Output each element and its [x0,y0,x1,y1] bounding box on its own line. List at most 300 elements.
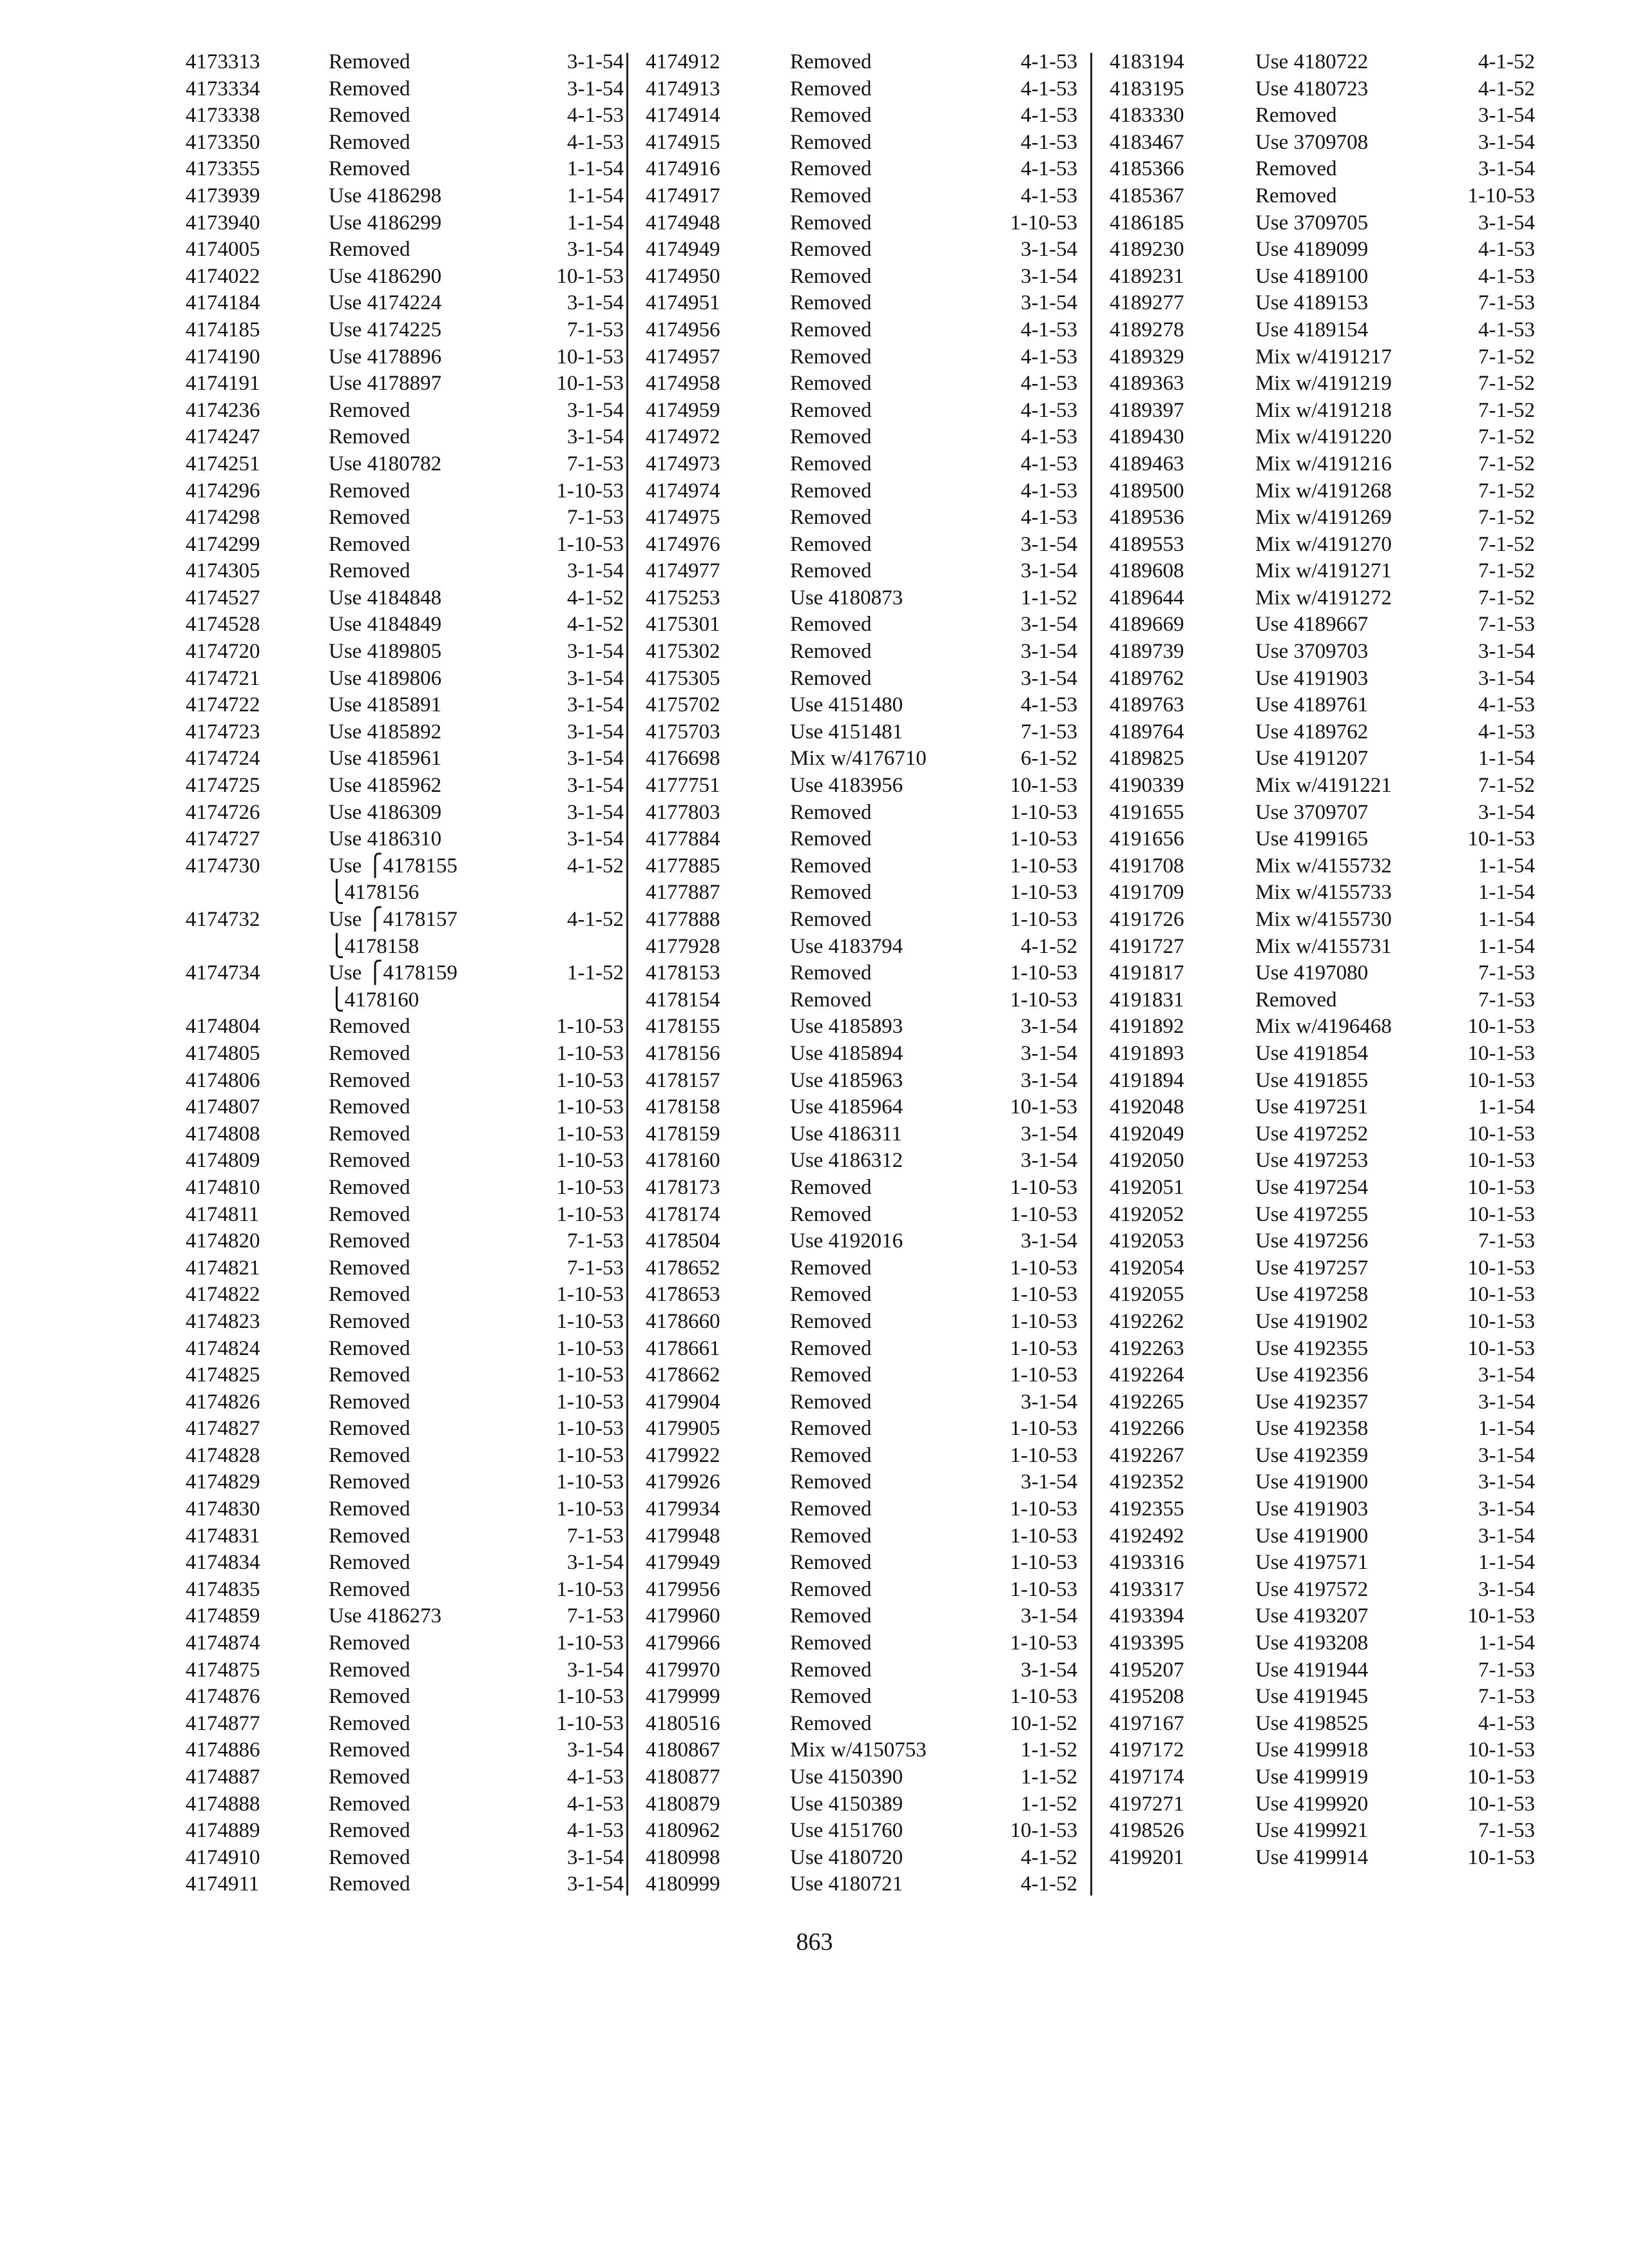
table-row [646,344,1077,371]
disposition: Mix w/4191221 [1255,774,1392,798]
effective-date: 1-1-52 [1021,586,1077,610]
table-row [646,719,1077,746]
disposition: Removed [790,157,872,181]
disposition: Removed [790,345,872,369]
table-row [646,585,1077,612]
part-number: 4174917 [646,184,720,207]
part-number: 4179905 [646,1417,720,1441]
disposition: Mix w/4191219 [1255,372,1392,396]
effective-date: 1-10-53 [1010,211,1077,235]
disposition: Removed [329,1256,410,1280]
disposition: Use 4199920 [1255,1792,1369,1816]
disposition: Mix w/4191218 [1255,398,1392,422]
part-number: 4191892 [1110,1015,1184,1039]
part-number: 4174829 [186,1470,260,1494]
table-row [186,1550,624,1577]
disposition: Use 4192356 [1255,1363,1369,1387]
table-row [1110,1282,1535,1309]
disposition: Removed [329,130,410,154]
part-number: 4174822 [186,1283,260,1307]
table-row [646,1175,1077,1202]
table-row [1110,773,1535,800]
effective-date: 1-10-53 [1010,1497,1077,1521]
effective-date: 7-1-53 [567,452,624,476]
table-row [646,76,1077,103]
effective-date: 10-1-53 [1467,1738,1535,1762]
part-number: 4174305 [186,559,260,583]
table-row [186,1175,624,1202]
part-number: 4174809 [186,1149,260,1173]
effective-date: 4-1-53 [567,104,624,128]
disposition: Use 4151480 [790,693,903,717]
disposition: Removed [329,1497,410,1521]
effective-date: 7-1-52 [1478,452,1535,476]
disposition: Removed [329,479,410,503]
table-row [646,879,1077,907]
table-row [1110,1336,1535,1363]
effective-date: 3-1-54 [567,640,624,664]
disposition: Use 4180721 [790,1872,903,1896]
table-row [646,1228,1077,1255]
part-number: 4174810 [186,1175,260,1199]
effective-date: 4-1-52 [567,613,624,637]
table-row [186,1336,624,1363]
disposition: Removed [790,425,872,449]
disposition: Use 3709708 [1255,130,1369,154]
disposition: Removed [790,1443,872,1467]
effective-date: 3-1-54 [1021,264,1077,288]
table-row [646,478,1077,505]
part-number: 4178661 [646,1336,720,1360]
effective-date: 1-1-54 [1478,854,1535,878]
effective-date: 1-10-53 [1010,1551,1077,1575]
part-number: 4179966 [646,1631,720,1655]
part-number: 4174298 [186,506,260,530]
part-number: 4174821 [186,1256,260,1280]
table-row [1110,344,1535,371]
disposition: Removed [790,1497,872,1521]
effective-date: 1-1-54 [1478,908,1535,931]
effective-date: 3-1-54 [1021,1390,1077,1414]
effective-date: 4-1-53 [1021,157,1077,181]
disposition: Mix w/4155732 [1255,854,1392,878]
effective-date: 10-1-53 [1467,1283,1535,1307]
effective-date: 3-1-54 [567,1658,624,1682]
part-number: 4197172 [1110,1738,1184,1762]
effective-date: 7-1-53 [567,1256,624,1280]
part-number: 4178504 [646,1229,720,1253]
disposition: Removed [790,1470,872,1494]
part-number: 4174949 [646,238,720,262]
effective-date: 1-10-53 [1010,1175,1077,1199]
effective-date: 1-10-53 [556,1336,624,1360]
part-number: 4189278 [1110,318,1184,341]
effective-date: 6-1-52 [1021,747,1077,771]
part-number: 4178160 [646,1149,720,1173]
effective-date: 7-1-53 [567,1604,624,1628]
disposition: Use 4198525 [1255,1711,1369,1735]
effective-date: 1-10-53 [556,1309,624,1333]
part-number: 4174875 [186,1658,260,1682]
disposition: Removed [329,1470,410,1494]
part-number: 4177887 [646,881,720,905]
disposition: Mix w/4191268 [1255,479,1392,503]
table-row [646,1389,1077,1416]
disposition: Removed [329,157,410,181]
effective-date: 1-10-53 [1010,1283,1077,1307]
effective-date: 1-10-53 [1010,908,1077,931]
disposition: Mix w/4191272 [1255,586,1392,610]
part-number: 4174247 [186,425,260,449]
table-row [646,800,1077,827]
table-row [646,611,1077,639]
table-row [1110,1255,1535,1282]
disposition: Use 4174225 [329,318,442,341]
table-row [186,1228,624,1255]
table-row [646,987,1077,1014]
table-row [1110,317,1535,344]
table-row [646,49,1077,76]
effective-date: 4-1-52 [1021,1845,1077,1869]
part-number: 4174859 [186,1604,260,1628]
table-row [646,130,1077,157]
effective-date: 3-1-54 [567,1738,624,1762]
disposition: Removed [790,532,872,556]
table-row [1110,1041,1535,1068]
disposition: Use 4180720 [790,1845,903,1869]
disposition: Removed [329,1202,410,1226]
table-row [186,532,624,559]
table-row [1110,639,1535,666]
disposition: Removed [790,1577,872,1601]
effective-date: 3-1-54 [1021,1149,1077,1173]
effective-date: 10-1-53 [1467,1068,1535,1092]
disposition: Removed [790,1336,872,1360]
disposition: Mix w/4155730 [1255,908,1392,931]
table-row [186,290,624,317]
table-row [646,183,1077,210]
disposition: Use 4189806 [329,666,442,690]
table-row [1110,1175,1535,1202]
table-row [646,451,1077,478]
disposition: Use 4150389 [790,1792,903,1816]
part-number: 4189536 [1110,506,1184,530]
part-number: 4174876 [186,1685,260,1709]
effective-date: 10-1-53 [1467,1122,1535,1146]
table-row [646,1282,1077,1309]
part-number: 4192264 [1110,1363,1184,1387]
table-row [186,934,624,961]
part-number: 4191727 [1110,934,1184,958]
table-row [646,1443,1077,1470]
disposition: Removed [329,1872,410,1896]
disposition: Use 4150390 [790,1765,903,1789]
part-number: 4178159 [646,1122,720,1146]
effective-date: 3-1-54 [1478,800,1535,824]
part-number: 4177928 [646,934,720,958]
part-number: 4175301 [646,613,720,637]
disposition: Removed [790,640,872,664]
table-row [1110,1657,1535,1684]
table-row [1110,1202,1535,1229]
disposition: Use 4185891 [329,693,442,717]
disposition: Use 4186311 [790,1122,902,1146]
part-number: 4174824 [186,1336,260,1360]
disposition: Removed [329,1363,410,1387]
part-number: 4174977 [646,559,720,583]
effective-date: 4-1-53 [1021,398,1077,422]
effective-date: 4-1-52 [1021,934,1077,958]
part-number: 4174975 [646,506,720,530]
disposition: Removed [1255,104,1337,128]
table-row [186,1121,624,1148]
table-row [1110,1711,1535,1738]
part-number: 4174959 [646,398,720,422]
disposition: Mix w/4155731 [1255,934,1392,958]
table-row [186,1443,624,1470]
part-number: 4189329 [1110,345,1184,369]
part-number: 4178157 [646,1068,720,1092]
disposition: Use 4189667 [1255,613,1369,637]
part-number: 4174721 [186,666,260,690]
effective-date: 7-1-53 [567,318,624,341]
part-number: 4173350 [186,130,260,154]
part-number: 4183467 [1110,130,1184,154]
disposition: Use 3709705 [1255,211,1369,235]
effective-date: 3-1-54 [1021,1068,1077,1092]
disposition: Removed [329,238,410,262]
part-number: 4174725 [186,774,260,798]
effective-date: 4-1-52 [1478,77,1535,101]
part-number: 4180999 [646,1872,720,1896]
disposition: Removed [790,211,872,235]
disposition: Removed [790,1631,872,1655]
table-row [1110,745,1535,773]
disposition: Removed [790,1417,872,1441]
table-row [186,1684,624,1711]
table-row [1110,558,1535,585]
table-row [1110,130,1535,157]
effective-date: 1-10-53 [556,1363,624,1387]
table-row [186,1496,624,1523]
disposition: Removed [1255,157,1337,181]
table-row [646,960,1077,987]
part-number: 4192267 [1110,1443,1184,1467]
table-row [1110,156,1535,183]
table-row [1110,49,1535,76]
table-row [186,102,624,130]
part-number: 4174972 [646,425,720,449]
disposition: Removed [329,1175,410,1199]
table-row [186,1094,624,1121]
disposition: Removed [1255,184,1337,207]
effective-date: 1-10-53 [556,1497,624,1521]
table-row [1110,236,1535,264]
part-number: 4197167 [1110,1711,1184,1735]
part-number: 4173338 [186,104,260,128]
part-number: 4174951 [646,291,720,315]
effective-date: 3-1-54 [1478,666,1535,690]
part-number: 4174827 [186,1417,260,1441]
disposition: Use 4199918 [1255,1738,1369,1762]
table-row [1110,1094,1535,1121]
table-row [1110,1791,1535,1818]
table-column-3 [1110,49,1535,1871]
part-number: 4174723 [186,720,260,744]
effective-date: 3-1-54 [567,693,624,717]
effective-date: 3-1-54 [1021,1604,1077,1628]
disposition: Removed [790,559,872,583]
effective-date: 1-10-53 [1010,961,1077,985]
effective-date: 3-1-54 [567,747,624,771]
part-number: 4175703 [646,720,720,744]
table-row [646,156,1077,183]
effective-date: 3-1-54 [1021,559,1077,583]
table-row [646,1791,1077,1818]
disposition: Use 4199165 [1255,827,1369,851]
page-number: 863 [796,1928,833,1956]
effective-date: 1-1-54 [1478,934,1535,958]
effective-date: 1-1-54 [1478,1631,1535,1655]
part-number: 4174888 [186,1792,260,1816]
part-number: 4192049 [1110,1122,1184,1146]
part-number: 4174190 [186,345,260,369]
effective-date: 1-1-54 [1478,1095,1535,1119]
table-row [186,1818,624,1845]
table-row [646,745,1077,773]
table-row [646,264,1077,291]
part-number: 4192048 [1110,1095,1184,1119]
table-row [186,1309,624,1336]
disposition: Use 4185892 [329,720,442,744]
effective-date: 3-1-54 [1021,1658,1077,1682]
effective-date: 1-10-53 [556,1149,624,1173]
disposition: Use 4189153 [1255,291,1369,315]
effective-date: 3-1-54 [567,827,624,851]
disposition: Use 4180722 [1255,50,1369,73]
table-row [186,666,624,693]
disposition: Use 4191903 [1255,666,1369,690]
effective-date: 3-1-54 [1478,157,1535,181]
disposition: Removed [790,800,872,824]
part-number: 4174889 [186,1819,260,1843]
disposition: ⎩4178160 [329,988,419,1012]
table-row [1110,987,1535,1014]
part-number: 4177885 [646,854,720,878]
table-row [1110,264,1535,291]
effective-date: 1-1-54 [1478,1551,1535,1575]
effective-date: 7-1-53 [567,506,624,530]
part-number: 4179999 [646,1685,720,1709]
table-row [186,773,624,800]
effective-date: 10-1-53 [1467,1765,1535,1789]
disposition: Use 4189805 [329,640,442,664]
part-number: 4179970 [646,1658,720,1682]
disposition: Use 4197572 [1255,1577,1369,1601]
effective-date: 3-1-54 [1478,1363,1535,1387]
part-number: 4189669 [1110,613,1184,637]
part-number: 4178153 [646,961,720,985]
disposition: Removed [329,104,410,128]
effective-date: 1-1-52 [1021,1738,1077,1762]
table-row [646,398,1077,425]
part-number: 4189762 [1110,666,1184,690]
effective-date: 1-10-53 [1010,1631,1077,1655]
disposition: Use 4191945 [1255,1685,1369,1709]
table-row [646,1764,1077,1791]
effective-date: 1-1-54 [1478,1417,1535,1441]
disposition: Mix w/4191220 [1255,425,1392,449]
disposition: Removed [790,1202,872,1226]
disposition: Removed [790,1175,872,1199]
part-number: 4189763 [1110,693,1184,717]
effective-date: 7-1-52 [1478,532,1535,556]
effective-date: 1-1-54 [1478,747,1535,771]
disposition: Removed [329,1443,410,1467]
effective-date: 1-10-53 [1010,1524,1077,1548]
table-row [1110,692,1535,719]
disposition: Removed [790,613,872,637]
disposition: Use 4186312 [790,1149,903,1173]
disposition: Removed [329,1122,410,1146]
disposition: Use 4197258 [1255,1283,1369,1307]
part-number: 4177751 [646,774,720,798]
disposition: Removed [1255,988,1337,1012]
part-number: 4174828 [186,1443,260,1467]
table-row [1110,1764,1535,1791]
table-row [646,532,1077,559]
effective-date: 4-1-53 [1478,238,1535,262]
disposition: Removed [329,1819,410,1843]
effective-date: 1-10-53 [1010,881,1077,905]
part-number: 4180867 [646,1738,720,1762]
part-number: 4174811 [186,1202,260,1226]
part-number: 4174724 [186,747,260,771]
effective-date: 1-1-54 [1478,881,1535,905]
disposition: Removed [790,104,872,128]
disposition: Removed [329,1631,410,1655]
part-number: 4174720 [186,640,260,664]
effective-date: 7-1-52 [1478,506,1535,530]
part-number: 4177803 [646,800,720,824]
effective-date: 3-1-54 [567,398,624,422]
table-row [1110,879,1535,907]
effective-date: 1-10-53 [556,1443,624,1467]
effective-date: 10-1-53 [1467,1202,1535,1226]
disposition: Mix w/4191216 [1255,452,1392,476]
effective-date: 4-1-52 [567,854,624,878]
disposition: Use 4183956 [790,774,903,798]
disposition: Use 4197253 [1255,1149,1369,1173]
table-row [1110,1068,1535,1095]
part-number: 4174528 [186,613,260,637]
disposition: Use 4178896 [329,345,442,369]
disposition: Use 4189761 [1255,693,1369,717]
disposition: Removed [790,1256,872,1280]
effective-date: 7-1-52 [1478,345,1535,369]
table-row [646,1603,1077,1630]
disposition: Use ⎧4178157 [329,908,458,931]
part-number: 4179948 [646,1524,720,1548]
disposition: Removed [329,1738,410,1762]
disposition: Use 4192016 [790,1229,903,1253]
table-row [186,317,624,344]
disposition: Use 4197252 [1255,1122,1369,1146]
table-row [1110,585,1535,612]
disposition: Removed [790,1604,872,1628]
disposition: Removed [790,1711,872,1735]
part-number: 4192055 [1110,1283,1184,1307]
